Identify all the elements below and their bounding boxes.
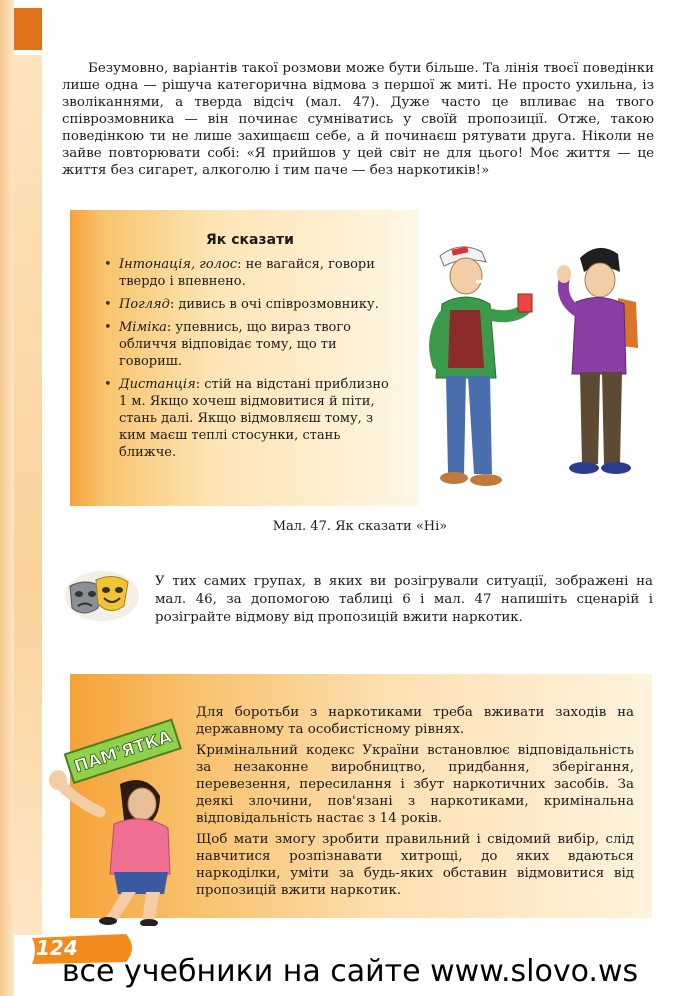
girl-with-sign-illustration bbox=[48, 716, 198, 926]
list-item: • Міміка: упевнись, що вираз твого обличчя відповідає тому, що ти говориш. bbox=[100, 319, 400, 370]
task-text: У тих самих групах, в яких ви розігрували ситуації, зображені на мал. 46, за допомогою таблиці 6 і мал. 47 напишіть сценарій і розіграйте відмову від пропозицій вжити наркотик. bbox=[155, 574, 653, 625]
list-item: • Погляд: дивись в очі співрозмовнику. bbox=[100, 296, 400, 313]
reminder-text bbox=[196, 704, 634, 903]
theatre-masks-icon bbox=[62, 568, 140, 624]
figure-caption: Мал. 47. Як сказати «Ні» bbox=[272, 519, 448, 534]
intro-paragraph: Безумовно, варіантів такої розмови може бути більше. Та лінія твоєї поведінки лише одна — рішуча категорична відмова з першої ж миті. Не просто ухильна, із зволіканнями, а тверда відсіч (мал. 47). Дуже часто це впливає на твого співрозмовника — він починає сумніватись у своїй пропозиції. Отже, такою поведінкою ти не лише захищаєш себе, а й починаєш рятувати друга. Ніколи не зайве повторювати собі: «Я прийшов у цей світ не для цього! Моє життя — це життя без сигарет, алкоголю і тим паче — без наркотиків!» bbox=[62, 61, 654, 178]
how-to-say-title: Як сказати bbox=[206, 232, 294, 248]
list-item: • Дистанція: стій на відстані приблизно 1 м. Якщо хочеш відмовитися й піти, стань далі. Якщо відмовляєш тому, з ким маєш теплі стосунки, стань ближче. bbox=[100, 376, 400, 461]
how-to-say-content bbox=[100, 232, 400, 467]
corner-tab bbox=[14, 8, 42, 50]
reminder-paragraph: Для боротьби з наркотиками треба вживати заходів на державному та особистісному рівнях. bbox=[196, 705, 634, 737]
two-boys-illustration bbox=[420, 228, 650, 498]
site-watermark: все учебники на сайте www.slovo.ws bbox=[61, 954, 639, 989]
page-number: 124 bbox=[36, 936, 78, 960]
boy-refusing bbox=[557, 248, 638, 474]
side-strip bbox=[14, 55, 42, 935]
reminder-sign-label: ПАМ'ЯТКА bbox=[71, 727, 175, 778]
list-item: • Інтонація, голос: не вагайся, говори твердо і впевнено. bbox=[100, 256, 400, 290]
boy-offering-cigarettes bbox=[435, 246, 532, 486]
reminder-paragraph: Щоб мати змогу зробити правильний і свідомий вибір, слід навчитися розпізнавати хитрощі, до яких вдаються наркоділки, уміти за будь-яких обставин відмовитися від пропозицій вжити наркотик. bbox=[196, 832, 634, 898]
left-margin-bar bbox=[0, 0, 14, 996]
reminder-paragraph: Кримінальний кодекс України встановлює відповідальність за незаконне виробництво, придбання, зберігання, перевезення, пересилання і збут наркотичних засобів. За деякі злочини, пов'язані з наркотиками, кримінальна відповідальність настає з 14 років. bbox=[196, 743, 634, 826]
how-to-say-list bbox=[100, 256, 400, 461]
